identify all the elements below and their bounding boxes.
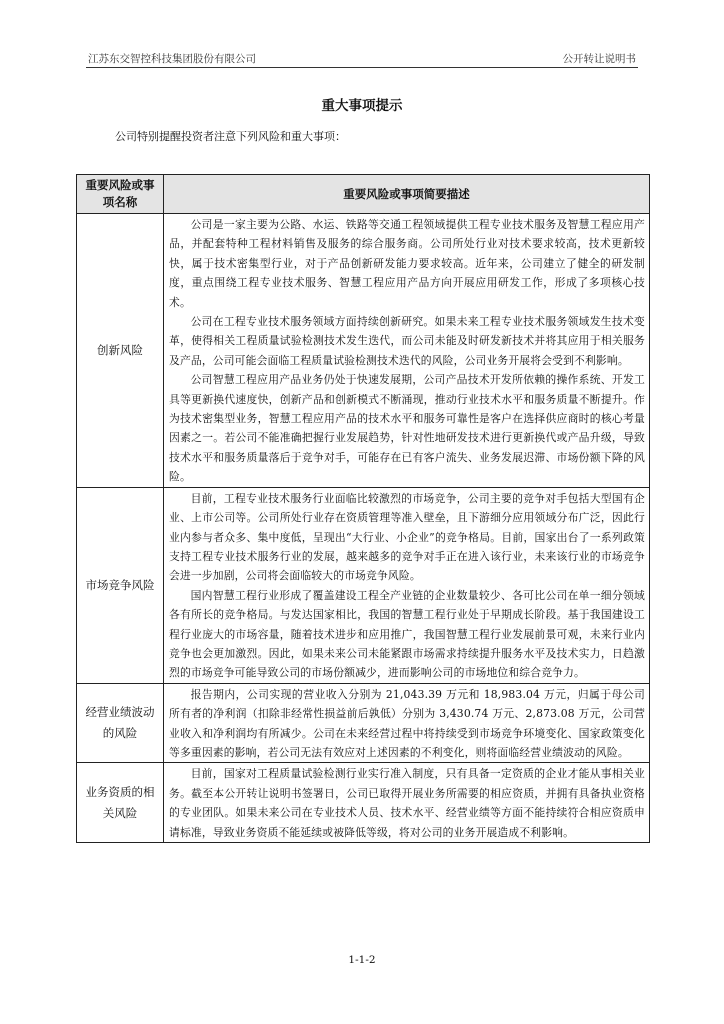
table-header-row	[77, 175, 650, 214]
risk-paragraph: 报告期内，公司实现的营业收入分别为 21,043.39 万元和 18,983.04 万元，归属于母公司所有者的净利润（扣除非经常性损益前后孰低）分别为 3,430.74 万元、2,873.08 万元，公司营业收入和净利润均有所减少。公司在未来经营过程中将持续受到市场竞争环境变化、国家政策变化等多重因素的影响，若公司无法有效应对上述因素的不利变化，则将面临经营业绩波动的风险。	[169, 687, 645, 759]
header-risk-name: 重要风险或事项名称	[77, 175, 164, 214]
header-risk-description: 重要风险或事项简要描述	[164, 175, 650, 214]
page-title: 重大事项提示	[321, 98, 403, 114]
table-row	[77, 214, 650, 488]
risk-table	[76, 174, 650, 843]
header-company-name: 江苏东交智控科技集团股份有限公司	[88, 53, 256, 65]
table-row	[77, 683, 650, 763]
risk-paragraph: 公司在工程专业技术服务领域方面持续创新研究。如果未来工程专业技术服务领域发生技术变革，使得相关工程质量试验检测技术发生迭代，而公司未能及时研发新技术并将其应用于相关服务及产品，公司可能会面临工程质量试验检测技术迭代的风险，公司业务开展将会受到不利影响。	[169, 315, 645, 367]
page-header	[86, 48, 638, 68]
intro-text: 公司特别提醒投资者注意下列风险和重大事项：	[115, 130, 346, 143]
risk-paragraph: 目前，国家对工程质量试验检测行业实行准入制度，只有具备一定资质的企业才能从事相关业务。截至本公开转让说明书签署日，公司已取得开展业务所需要的相应资质，并拥有具备执业资格的专业团队。如果未来公司在专业技术人员、技术水平、经营业绩等方面不能持续符合相应资质申请标准，导致业务资质不能延续或被降低等级，将对公司的业务开展造成不利影响。	[169, 767, 645, 839]
risk-desc-qualification	[164, 763, 650, 843]
risk-desc-innovation	[164, 214, 650, 488]
risk-name-qualification: 业务资质的相关风险	[77, 763, 164, 843]
risk-name-performance-volatility: 经营业绩波动的风险	[77, 683, 164, 763]
risk-desc-performance-volatility	[164, 683, 650, 763]
page-number: 1-1-2	[348, 954, 376, 966]
risk-paragraph: 国内智慧工程行业形成了覆盖建设工程全产业链的企业数量较少、各可比公司在单一细分领域各有所长的竞争格局。与发达国家相比，我国的智慧工程行业处于早期成长阶段。基于我国建设工程行业庞大的市场容量，随着技术进步和应用推广，我国智慧工程行业发展前景可观，未来行业内竞争也会更加激烈。因此，如果未来公司未能紧跟市场需求持续提升服务水平及技术实力，日趋激烈的市场竞争可能导致公司的市场份额减少，进而影响公司的市场地位和综合竞争力。	[169, 588, 645, 680]
risk-paragraph: 目前，工程专业技术服务行业面临比较激烈的市场竞争，公司主要的竞争对手包括大型国有企业、上市公司等。公司所处行业存在资质管理等准入壁垒，且下游细分应用领域分布广泛，因此行业内参与者众多、集中度低，呈现出“大行业、小企业”的竞争格局。目前，国家出台了一系列政策支持工程专业技术服务行业的发展，越来越多的竞争对手正在进入该行业，未来该行业的市场竞争会进一步加剧，公司将会面临较大的市场竞争风险。	[169, 491, 645, 583]
table-row	[77, 763, 650, 843]
risk-name-innovation: 创新风险	[77, 214, 164, 488]
risk-paragraph: 公司是一家主要为公路、水运、铁路等交通工程领域提供工程专业技术服务及智慧工程应用产品，并配套特种工程材料销售及服务的综合服务商。公司所处行业对技术要求较高，技术更新较快，属于技术密集型行业，对于产品创新研发能力要求较高。近年来，公司建立了健全的研发制度，重点围绕工程专业技术服务、智慧工程应用产品方向开展应用研发工作，形成了多项核心技术。	[169, 218, 645, 309]
risk-desc-market-competition	[164, 487, 650, 683]
risk-name-market-competition: 市场竞争风险	[77, 487, 164, 683]
table-row	[77, 487, 650, 683]
risk-paragraph: 公司智慧工程应用产品业务仍处于快速发展期，公司产品技术开发所依赖的操作系统、开发工具等更新换代速度快，创新产品和创新模式不断涌现，推动行业技术水平和服务质量不断提升。作为技术密集型业务，智慧工程应用产品的技术水平和服务可靠性是客户在选择供应商时的核心考量因素之一。若公司不能准确把握行业发展趋势，针对性地研发技术进行更新换代或产品升级，导致技术水平和服务质量落后于竞争对手，可能存在已有客户流失、业务发展迟滞、市场份额下降的风险。	[169, 373, 645, 484]
header-document-type: 公开转让说明书	[562, 53, 636, 65]
